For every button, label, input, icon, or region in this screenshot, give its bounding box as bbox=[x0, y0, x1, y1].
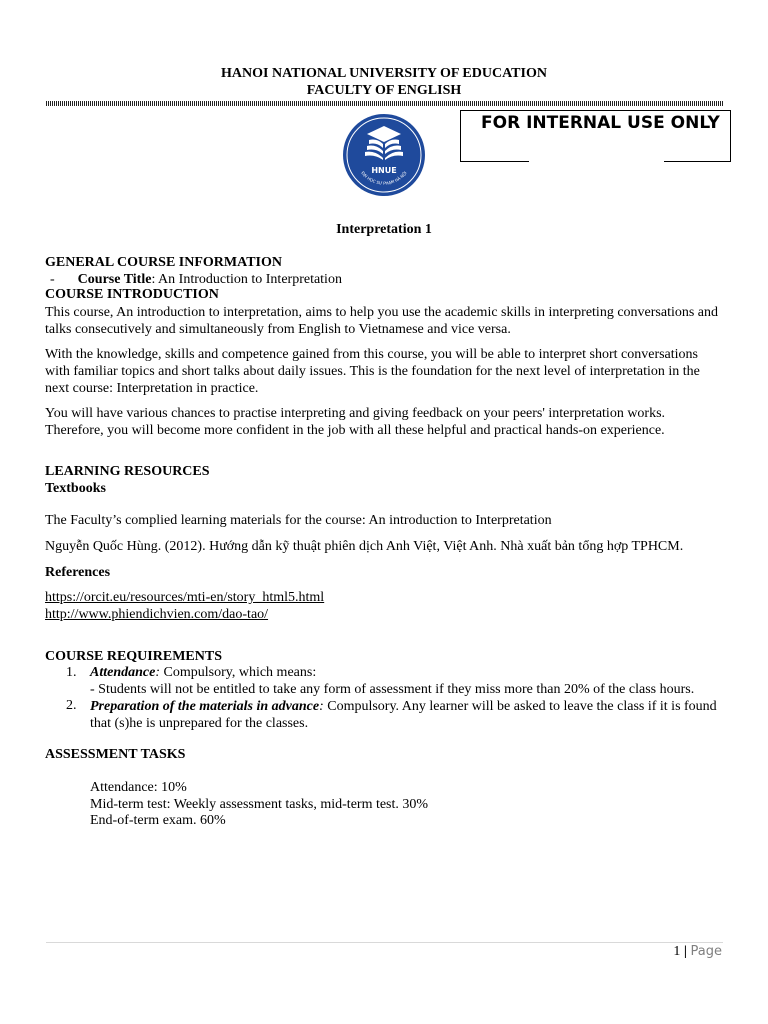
requirement-item: Attendance: Compulsory, which means: bbox=[90, 665, 317, 680]
intro-paragraph: This course, An introduction to interpretation, aims to help you use the academic skills in interpreting conversations and talks consecutively and simultaneously from English to Vietnamese and vice versa. bbox=[45, 305, 719, 337]
textbook-item: The Faculty’s complied learning materials for the course: An introduction to Interpretation bbox=[45, 513, 552, 528]
requirement-item: Preparation of the materials in advance: Compulsory. Any learner will be asked to leave the class if it is found that (s)he is unprepared for the classes. bbox=[90, 699, 717, 731]
page-footer bbox=[560, 944, 722, 960]
header-divider bbox=[46, 101, 723, 106]
requirement-number: 1. bbox=[66, 665, 77, 680]
references-heading: References bbox=[45, 565, 111, 580]
textbook-item: Nguyễn Quốc Hùng. (2012). Hướng dẫn kỹ thuật phiên dịch Anh Việt, Việt Anh. Nhà xuất bản tổng hợp TPHCM. bbox=[45, 539, 684, 554]
textbooks-heading: Textbooks bbox=[45, 481, 106, 496]
faculty-name: FACULTY OF ENGLISH bbox=[306, 83, 462, 98]
requirement-text: Compulsory, which means: bbox=[160, 665, 317, 680]
intro-paragraph: You will have various chances to practise interpreting and giving feedback on your peers' interpretation works. Therefore, you will become more confident in the job with all these helpful and practical hands-on experience. bbox=[45, 406, 666, 438]
resources-heading: LEARNING RESOURCES bbox=[45, 464, 210, 479]
footer-separator: | bbox=[683, 944, 688, 959]
university-name: HANOI NATIONAL UNIVERSITY OF EDUCATION bbox=[221, 66, 547, 81]
course-title-line bbox=[50, 272, 342, 288]
course-title-label: Course Title bbox=[77, 272, 152, 287]
page-number: 1 bbox=[673, 944, 681, 959]
internal-use-label: FOR INTERNAL USE ONLY bbox=[481, 113, 720, 133]
logo-ring-text: ĐẠI HỌC SƯ PHẠM HÀ NỘI bbox=[360, 170, 408, 186]
document-title: Interpretation 1 bbox=[336, 222, 432, 237]
assessment-item: Mid-term test: Weekly assessment tasks, mid-term test. 30% bbox=[90, 797, 429, 812]
footer-divider bbox=[46, 942, 723, 943]
course-title-value: : An Introduction to Interpretation bbox=[151, 272, 342, 287]
requirement-label: Preparation of the materials in advance bbox=[90, 699, 320, 714]
requirement-text: Compulsory. Any learner will be asked to leave the class if it is found that (s)he is unprepared for the classes. bbox=[90, 699, 717, 731]
assessment-item: End-of-term exam. 60% bbox=[90, 813, 226, 828]
requirement-label: Attendance bbox=[90, 665, 156, 680]
university-logo bbox=[343, 114, 425, 196]
course-intro-heading: COURSE INTRODUCTION bbox=[45, 287, 219, 302]
reference-link[interactable]: https://orcit.eu/resources/mti-en/story_html5.html bbox=[45, 590, 325, 605]
bullet-dash: - bbox=[50, 272, 55, 287]
page-label: Page bbox=[690, 944, 722, 959]
assessment-item: Attendance: 10% bbox=[90, 780, 187, 795]
logo-text: HNUE bbox=[371, 166, 397, 175]
intro-paragraph: With the knowledge, skills and competence gained from this course, you will be able to interpret short conversations with familiar topics and short talks about daily issues. This is the foundation for the next level of interpretation in the next course: Interpretation in practice. bbox=[45, 347, 700, 396]
requirement-subitem: - Students will not be entitled to take any form of assessment if they miss more than 20% of the class hours. bbox=[90, 682, 695, 697]
internal-use-box bbox=[460, 110, 731, 162]
requirement-number: 2. bbox=[66, 698, 77, 713]
requirements-heading: COURSE REQUIREMENTS bbox=[45, 649, 222, 664]
general-info-heading: GENERAL COURSE INFORMATION bbox=[45, 255, 282, 270]
assessment-heading: ASSESSMENT TASKS bbox=[45, 747, 186, 762]
reference-link[interactable]: http://www.phiendichvien.com/dao-tao/ bbox=[45, 607, 269, 622]
